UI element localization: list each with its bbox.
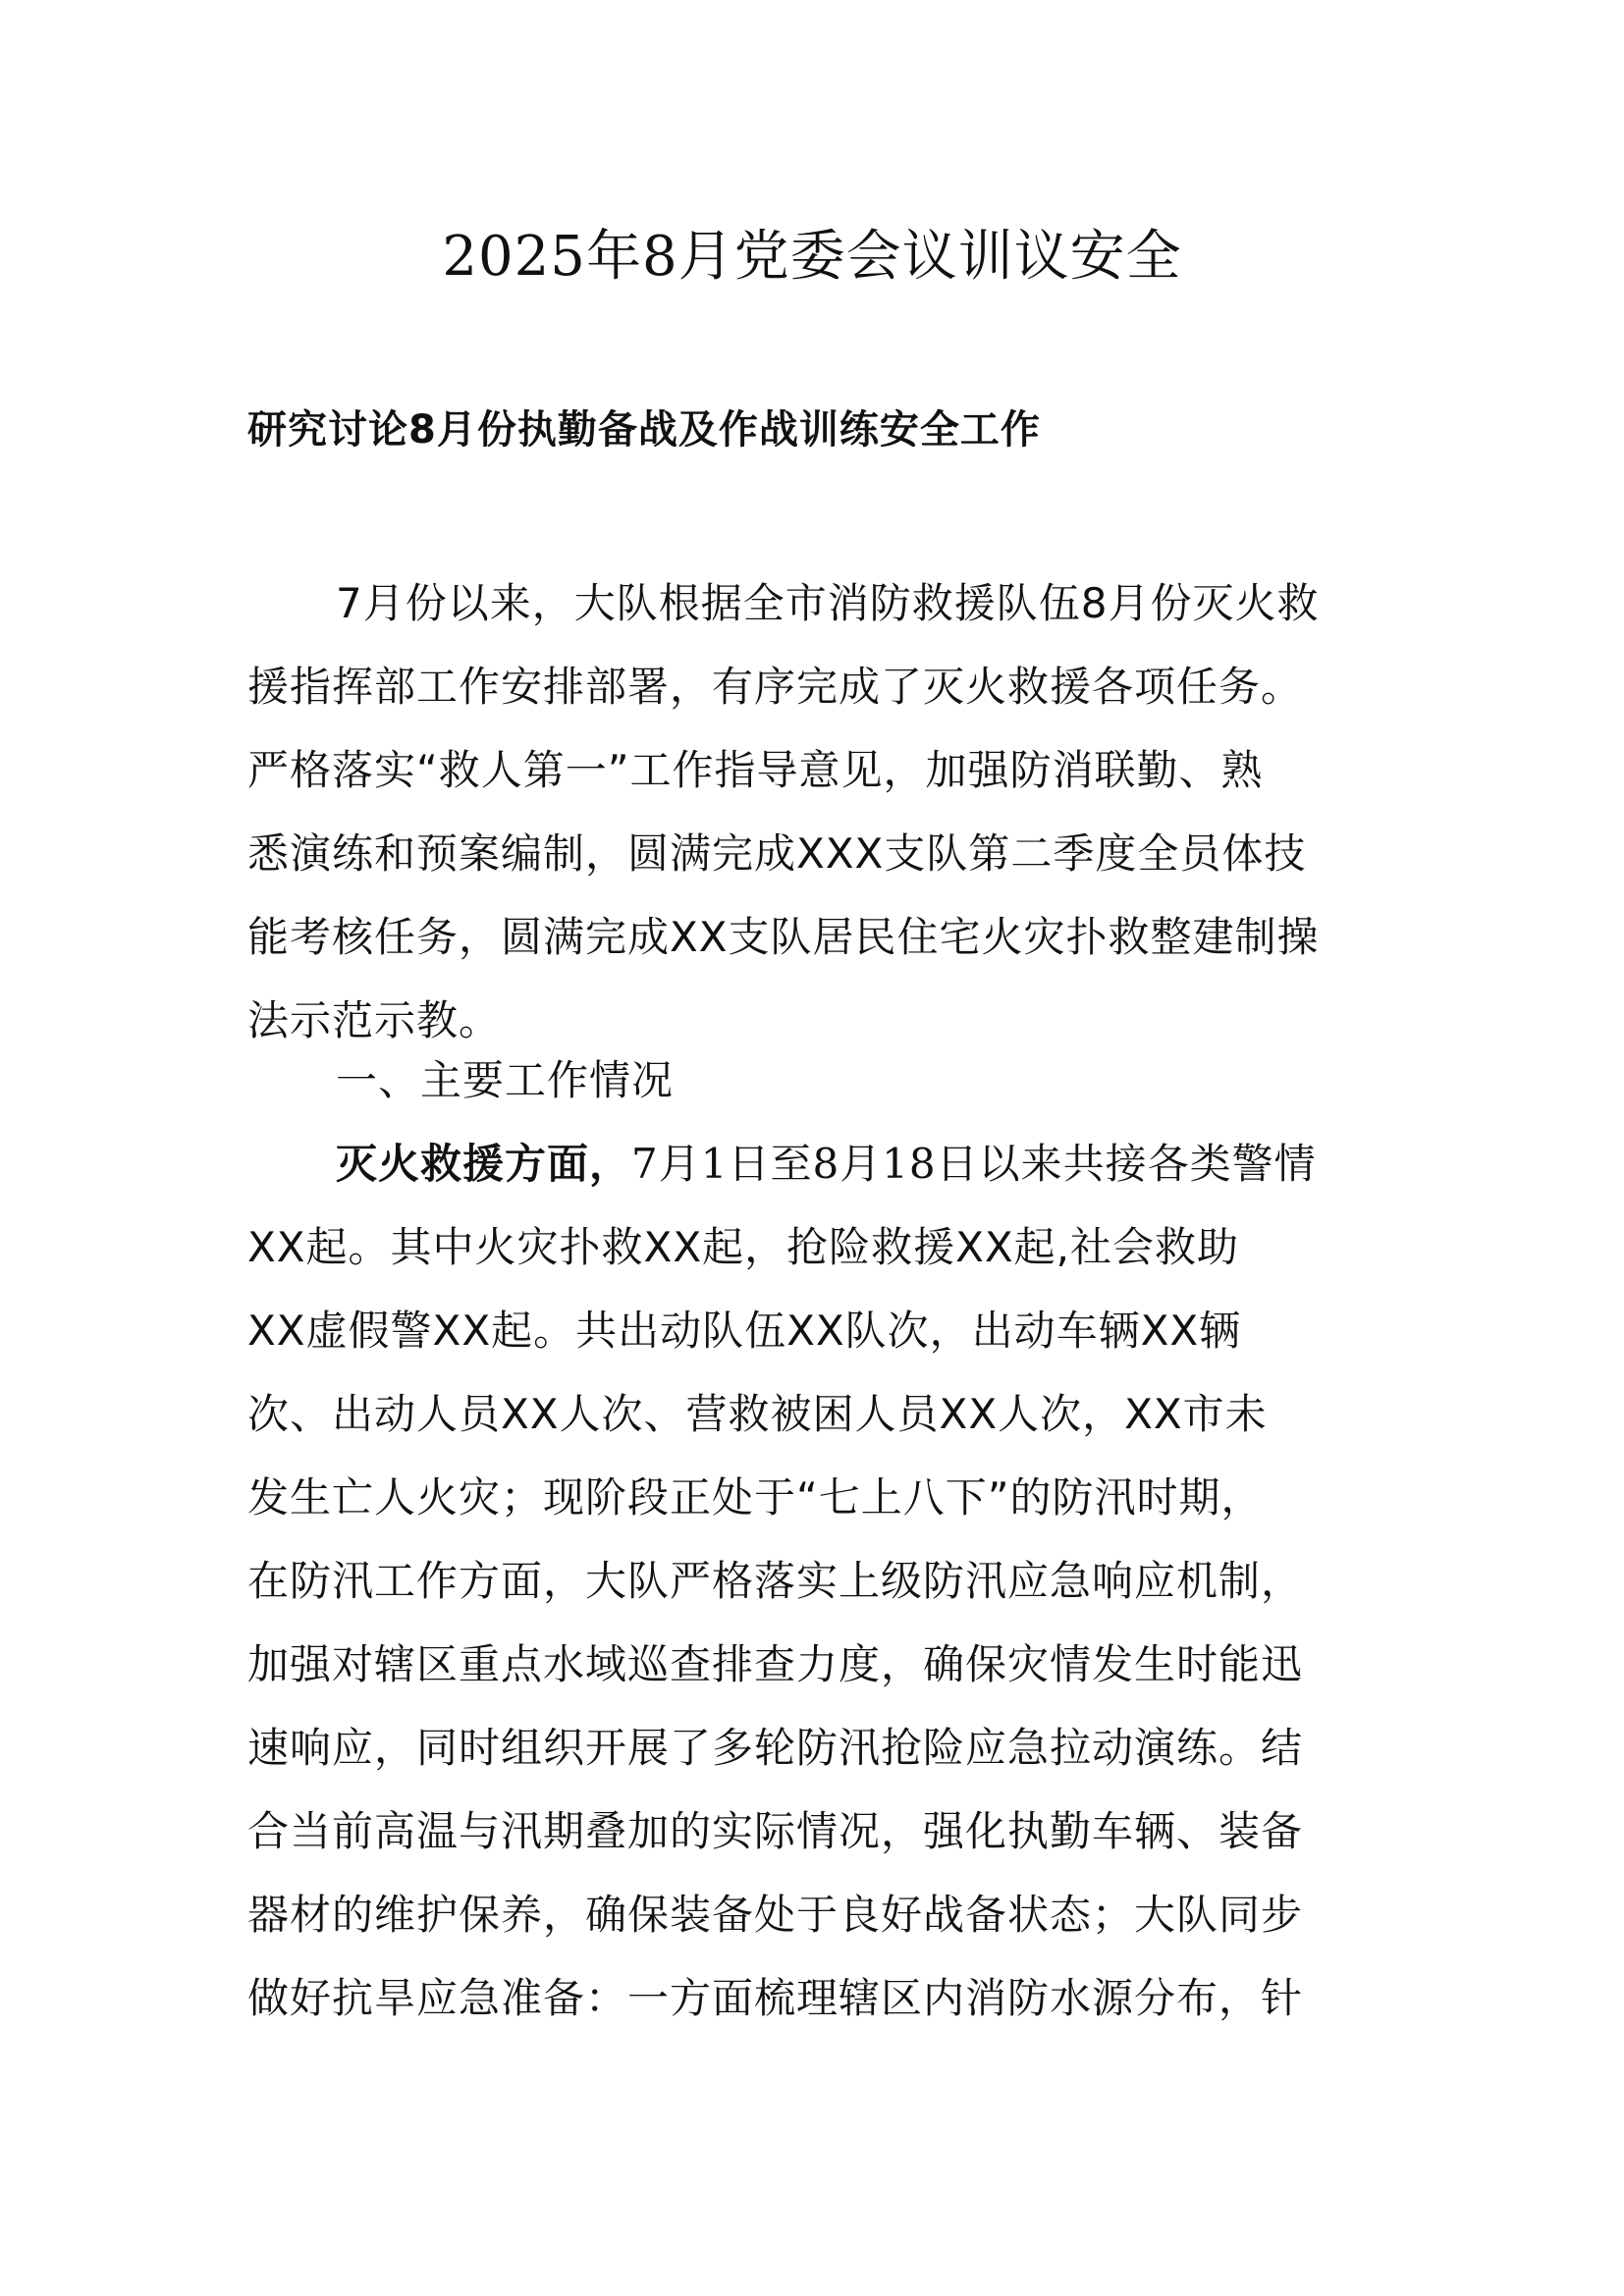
main-line: 次、出动人员XX人次、营救被困人员XX人次，XX市未 — [247, 1390, 1268, 1438]
main-first-line-rest: 7月1日至8月18日以来共接各类警情 — [631, 1140, 1317, 1188]
main-line: 发生亡人火灾；现阶段正处于“七上八下”的防汛时期， — [247, 1473, 1264, 1522]
intro-line: 援指挥部工作安排部署，有序完成了灭火救援各项任务。 — [247, 663, 1304, 711]
main-line: 合当前高温与汛期叠加的实际情况，强化执勤车辆、装备 — [247, 1807, 1304, 1855]
main-first-line — [247, 1122, 1386, 1205]
main-lead: 灭火救援方面， — [336, 1140, 632, 1188]
main-line: XX虚假警XX起。共出动队伍XX队次，出动车辆XX辆 — [247, 1307, 1242, 1355]
document-subtitle: 研究讨论8月份执勤备战及作战训练安全工作 — [247, 407, 1041, 453]
main-line: 速响应，同时组织开展了多轮防汛抢险应急拉动演练。结 — [247, 1724, 1304, 1772]
intro-line: 能考核任务，圆满完成XX支队居民住宅火灾扑救整建制操 — [247, 913, 1320, 961]
document-title: 2025年8月党委会议训议安全 — [442, 225, 1182, 289]
main-line: 加强对辖区重点水域巡查排查力度，确保灾情发生时能迅 — [247, 1640, 1304, 1688]
intro-line: 法示范示教。 — [247, 996, 502, 1044]
intro-line: 悉演练和预案编制，圆满完成XXX支队第二季度全员体技 — [247, 829, 1307, 878]
intro-line: 严格落实“救人第一”工作指导意见，加强防消联勤、熟 — [247, 746, 1264, 794]
main-line: 做好抗旱应急准备：一方面梳理辖区内消防水源分布，针 — [247, 1974, 1304, 2022]
intro-line: 7月份以来，大队根据全市消防救援队伍8月份灭火救 — [336, 579, 1320, 627]
main-line: XX起。其中火灾扑救XX起，抢险救援XX起,社会救助 — [247, 1223, 1239, 1271]
section-heading: 一、主要工作情况 — [336, 1056, 675, 1104]
main-line: 器材的维护保养，确保装备处于良好战备状态；大队同步 — [247, 1891, 1304, 1939]
main-paragraph — [247, 1122, 1386, 2040]
intro-paragraph — [247, 561, 1386, 1062]
main-line: 在防汛工作方面，大队严格落实上级防汛应急响应机制， — [247, 1557, 1304, 1605]
